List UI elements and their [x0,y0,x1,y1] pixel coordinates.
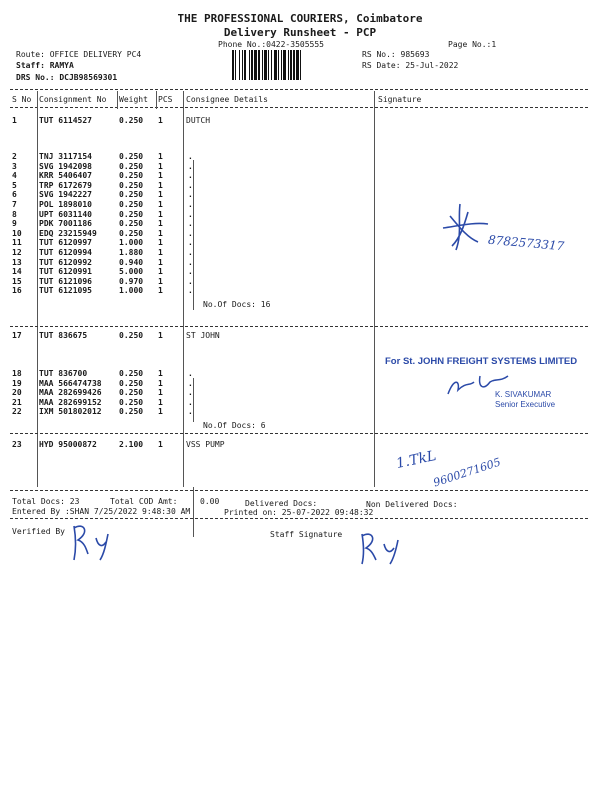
row-pcs: 1 [158,228,163,238]
row-weight: 0.250 [119,200,144,209]
row-pcs: 1 [158,440,163,449]
row-pcs: 1 [158,152,163,161]
row-weight: 1.000 [119,238,144,248]
row-weight: 0.250 [119,397,144,407]
row-pcs: 1 [158,257,163,267]
handwritten-initial: 1.TkL [394,447,438,473]
row-mark: . [188,190,193,200]
row-mark: . [188,161,193,171]
row-consignment: TUT 836675 [39,331,88,340]
col-consignment: Consignment No [39,95,107,104]
page-number: Page No.:1 [448,40,497,49]
drs-number: DRS No.: DCJB98569301 [16,73,118,82]
table-row [0,331,600,341]
col-weight: Weight [119,95,148,104]
printed-on: Printed on: 25-07-2022 09:48:32 [224,508,374,517]
row-weight: 0.250 [119,369,144,378]
row-sno: 19 [12,378,22,388]
row-consignment: IXM 501802012 [39,407,102,417]
non-delivered-docs: Non Delivered Docs: [366,500,458,509]
row-sno: 10 [12,228,22,238]
row-mark: . [188,407,193,417]
row-mark: . [188,276,193,286]
row-weight: 5.000 [119,267,144,277]
row-sno: 6 [12,190,17,200]
row-sno: 18 [12,369,22,378]
table-row [0,210,600,220]
row-consignment: TUT 6120997 [39,238,92,248]
row-sno: 17 [12,331,22,340]
row-pcs: 1 [158,248,163,257]
row-pcs: 1 [158,331,163,340]
row-consignment: KRR 5406407 [39,171,92,181]
company-name: THE PROFESSIONAL COURIERS, Coimbatore [177,12,423,25]
row-consignment: SVG 1942098 [39,161,92,171]
row-sno: 3 [12,161,17,171]
row-pcs: 1 [158,378,163,388]
delivered-docs: Delivered Docs: [245,499,318,508]
row-pcs: 1 [158,286,163,296]
table-row [0,200,600,210]
row-weight: 1.000 [119,286,144,296]
route: Route: OFFICE DELIVERY PC4 [16,50,142,59]
row-sno: 9 [12,219,17,229]
total-docs: Total Docs: 23 [12,497,80,506]
row-consignment: TUT 6120992 [39,257,92,267]
table-row [0,116,600,126]
row-sno: 2 [12,152,17,161]
row-weight: 0.250 [119,228,144,238]
table-row [0,171,600,181]
docs-count: No.Of Docs: 16 [203,300,271,309]
staff: Staff: RAMYA [16,61,74,70]
row-mark: . [188,286,193,296]
row-consignment: TRP 6172679 [39,180,92,190]
row-sno: 1 [12,116,17,125]
col-pcs: PCS [158,95,173,104]
row-pcs: 1 [158,209,163,219]
row-sno: 7 [12,200,17,209]
row-mark: . [188,267,193,277]
document-title: Delivery Runsheet - PCP [223,26,377,39]
table-row [0,267,600,277]
table-row [0,181,600,191]
handwritten-phone-2: 9600271605 [431,455,503,490]
row-pcs: 1 [158,190,163,200]
rs-number: RS No.: 985693 [362,50,430,59]
row-consignment: TUT 6121096 [39,276,92,286]
table-row [0,190,600,200]
verified-by-label: Verified By [12,527,65,536]
col-consignee: Consignee Details [186,95,268,104]
row-consignment: EDQ 23215949 [39,228,97,238]
row-weight: 0.250 [119,331,144,340]
row-weight: 0.250 [119,209,144,219]
row-consignment: POL 1898010 [39,200,92,209]
row-sno: 15 [12,276,22,286]
total-cod-label: Total COD Amt: [110,497,178,506]
row-consignment: MAA 566474738 [39,378,102,388]
docs-count: No.Of Docs: 6 [203,421,266,430]
row-sno: 20 [12,388,22,398]
row-weight: 0.970 [119,276,144,286]
table-row [0,286,600,296]
row-mark: . [188,388,193,398]
row-weight: 0.250 [119,388,144,398]
row-mark: . [188,369,193,378]
row-sno: 16 [12,286,22,296]
row-mark: . [188,209,193,219]
row-weight: 0.250 [119,407,144,417]
phone-number: Phone No.:0422-3505555 [218,40,324,49]
row-pcs: 1 [158,219,163,229]
row-weight: 0.250 [119,171,144,181]
row-pcs: 1 [158,180,163,190]
row-mark: . [188,397,193,407]
row-sno: 14 [12,267,22,277]
table-row [0,277,600,287]
company-stamp [385,356,578,431]
row-consignment: TUT 6120994 [39,248,92,257]
barcode [232,50,352,80]
row-pcs: 1 [158,267,163,277]
consignee-name: ST JOHN [186,331,220,340]
row-mark: . [188,257,193,267]
row-sno: 13 [12,257,22,267]
row-pcs: 1 [158,369,163,378]
row-weight: 1.880 [119,248,144,257]
row-pcs: 1 [158,116,163,125]
row-weight: 0.250 [119,180,144,190]
row-sno: 8 [12,209,17,219]
row-consignment: MAA 282699152 [39,397,102,407]
stamp-company: For St. JOHN FREIGHT SYSTEMS LIMITED [385,356,578,367]
row-pcs: 1 [158,200,163,209]
col-signature: Signature [378,95,422,104]
row-weight: 0.250 [119,219,144,229]
row-pcs: 1 [158,407,163,417]
row-sno: 4 [12,171,17,181]
row-mark: . [188,180,193,190]
row-mark: . [188,171,193,181]
row-mark: . [188,248,193,257]
row-pcs: 1 [158,276,163,286]
row-sno: 11 [12,238,22,248]
verified-signature-icon [68,520,138,562]
row-mark: . [188,219,193,229]
row-mark: . [188,238,193,248]
row-mark: . [188,228,193,238]
handwritten-phone-1: 8782573317 [487,232,565,254]
row-weight: 0.250 [119,190,144,200]
row-consignment: PDK 7001186 [39,219,92,229]
entered-by: Entered By :SHAN 7/25/2022 9:48:30 AM [12,507,191,516]
row-weight: 0.250 [119,161,144,171]
row-consignment: UPT 6031140 [39,209,92,219]
row-weight: 0.940 [119,257,144,267]
row-pcs: 1 [158,238,163,248]
total-cod-value: 0.00 [200,497,220,506]
row-consignment: TUT 6120991 [39,267,92,277]
row-consignment: TUT 6121095 [39,286,92,296]
row-pcs: 1 [158,397,163,407]
stamp-name: K. SIVAKUMAR [495,390,552,399]
row-consignment: TUT 836700 [39,369,88,378]
signature-dutch-icon [438,198,508,258]
col-sno: S No [12,95,32,104]
table-row [0,152,600,162]
row-pcs: 1 [158,161,163,171]
table-row [0,219,600,229]
row-mark: . [188,378,193,388]
row-consignment: HYD 95000872 [39,440,97,449]
rs-date: RS Date: 25-Jul-2022 [362,61,459,70]
row-sno: 22 [12,407,22,417]
row-pcs: 1 [158,171,163,181]
row-mark: . [188,152,193,161]
row-sno: 23 [12,440,22,449]
consignee-name: VSS PUMP [186,440,225,449]
stamp-role: Senior Executive [495,400,556,409]
row-mark: . [188,200,193,209]
table-row [0,248,600,258]
row-consignment: SVG 1942227 [39,190,92,200]
row-consignment: MAA 282699426 [39,388,102,398]
consignee-name: DUTCH [186,116,211,125]
row-consignment: TNJ 3117154 [39,152,92,161]
staff-signature-icon [356,528,416,568]
row-weight: 0.250 [119,116,144,125]
row-sno: 21 [12,397,22,407]
row-weight: 0.250 [119,152,144,161]
table-row [0,258,600,268]
table-row [0,440,600,450]
staff-signature-label: Staff Signature [270,530,343,539]
row-pcs: 1 [158,388,163,398]
row-sno: 5 [12,180,17,190]
row-sno: 12 [12,248,22,257]
row-consignment: TUT 6114527 [39,116,92,125]
table-row [0,162,600,172]
row-weight: 0.250 [119,378,144,388]
row-weight: 2.100 [119,440,144,449]
